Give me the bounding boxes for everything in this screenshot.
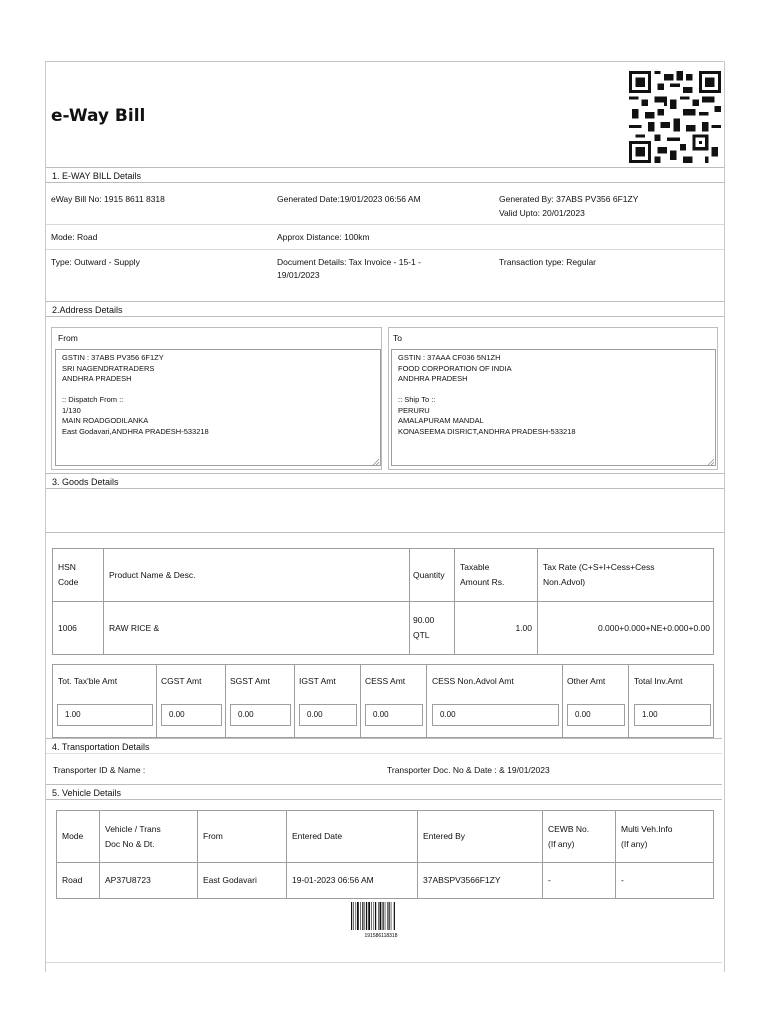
total-label: SGST Amt [230,676,270,686]
section-address-details: 2.Address Details [46,301,724,317]
vehicle-header: Multi Veh.Info (If any) [616,811,714,863]
vehicle-header: CEWB No. (If any) [543,811,616,863]
vehicle-table [56,810,714,899]
resize-grip-icon[interactable] [372,458,379,465]
goods-header: Quantity [410,549,455,602]
transporter-doc: Transporter Doc. No & Date : & 19/01/2023 [387,765,550,775]
cess-field[interactable]: 0.00 [365,704,423,726]
goods-table [52,548,714,655]
section-transportation: 4. Transportation Details [46,738,722,754]
document-title: e-Way Bill [51,106,146,126]
to-address-textarea[interactable]: GSTIN : 37AAA CF036 5N1ZH FOOD CORPORATION OF INDIA ANDHRA PRADESH :: Ship To :: PERURU AMALAPURAM MANDAL KONASEEMA DISRICT,ANDHRA PRADESH-533218 [391,349,716,466]
vehicle-header: Entered Date [287,811,418,863]
vehicle-cell: - [616,863,714,899]
goods-cell: 1006 [53,602,104,655]
goods-cell: RAW RICE & [104,602,410,655]
generated-by: Generated By: 37ABS PV356 6F1ZY [499,194,639,204]
vehicle-header: Mode [57,811,100,863]
vehicle-header: Entered By [418,811,543,863]
document-date: 19/01/2023 [277,270,320,280]
to-label: To [393,333,402,343]
barcode-number: 191586118318 [364,933,398,938]
igst-field[interactable]: 0.00 [299,704,357,726]
vehicle-cell: - [543,863,616,899]
total-label: Other Amt [567,676,606,686]
total-label: CGST Amt [161,676,202,686]
other-amt-field[interactable]: 0.00 [567,704,625,726]
total-inv-field[interactable]: 1.00 [634,704,711,726]
section-ewb-details: 1. E-WAY BILL Details [46,167,724,183]
mode: Mode: Road [51,232,98,242]
qr-code [629,71,721,163]
from-address-textarea[interactable]: GSTIN : 37ABS PV356 6F1ZY SRI NAGENDRATRADERS ANDHRA PRADESH :: Dispatch From :: 1/130 MAIN ROADGODILANKA East Godavari,ANDHRA PRADESH-533218 [55,349,381,466]
barcode [350,902,412,938]
vehicle-cell: 19-01-2023 06:56 AM [287,863,418,899]
total-label: Tot. Tax'ble Amt [58,676,118,686]
vehicle-cell: East Godavari [198,863,287,899]
goods-header: Taxable Amount Rs. [455,549,538,602]
section-vehicle: 5. Vehicle Details [46,784,722,800]
eway-bill-no: eWay Bill No: 1915 8611 8318 [51,194,165,204]
transaction-type: Transaction type: Regular [499,257,597,267]
goods-cell: 0.000+0.000+NE+0.000+0.00 [538,602,714,655]
goods-header: Tax Rate (C+S+I+Cess+Cess Non.Advol) [538,549,714,602]
vehicle-cell: 37ABSPV3566F1ZY [418,863,543,899]
approx-distance: Approx Distance: 100km [277,232,370,242]
cgst-field[interactable]: 0.00 [161,704,222,726]
total-label: CESS Non.Advol Amt [432,676,514,686]
vehicle-cell: AP37U8723 [100,863,198,899]
goods-cell: 90.00 QTL [410,602,455,655]
goods-header: Product Name & Desc. [104,549,410,602]
total-taxable-field[interactable]: 1.00 [57,704,153,726]
cess-non-advol-field[interactable]: 0.00 [432,704,559,726]
generated-date: Generated Date:19/01/2023 06:56 AM [277,194,421,204]
vehicle-header: Vehicle / Trans Doc No & Dt. [100,811,198,863]
sgst-field[interactable]: 0.00 [230,704,291,726]
vehicle-header: From [198,811,287,863]
supply-type: Type: Outward - Supply [51,257,140,267]
goods-header: HSN Code [53,549,104,602]
from-label: From [58,333,78,343]
document-details: Document Details: Tax Invoice - 15-1 - [277,257,421,267]
transporter-id: Transporter ID & Name : [53,765,146,775]
valid-upto: Valid Upto: 20/01/2023 [499,208,585,218]
total-label: Total Inv.Amt [634,676,683,686]
total-label: CESS Amt [365,676,406,686]
goods-cell: 1.00 [455,602,538,655]
section-goods-details: 3. Goods Details [46,473,724,489]
vehicle-cell: Road [57,863,100,899]
resize-grip-icon[interactable] [707,458,714,465]
total-label: IGST Amt [299,676,336,686]
